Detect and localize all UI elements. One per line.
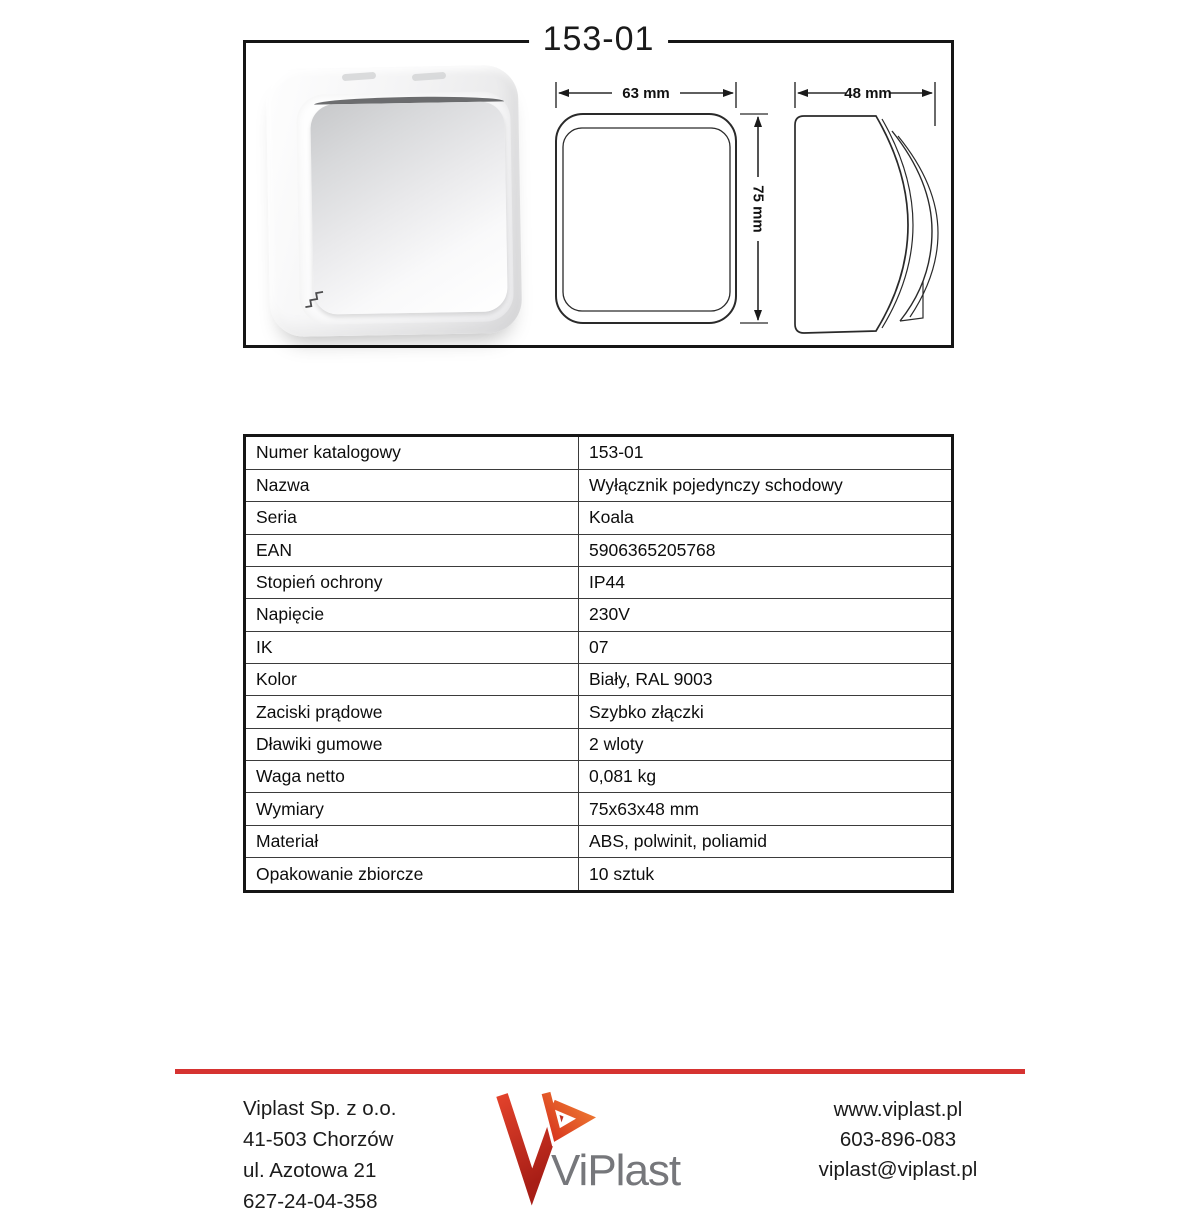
spec-value: 2 wloty <box>579 728 953 760</box>
spec-value: 10 sztuk <box>579 858 953 892</box>
table-row <box>245 825 953 857</box>
contact-line: 603-896-083 <box>839 1128 957 1151</box>
spec-label: EAN <box>245 534 579 566</box>
table-row <box>245 502 953 534</box>
spec-label: Nazwa <box>245 469 579 501</box>
address-line: 627-24-04-358 <box>243 1190 378 1213</box>
spec-label: Dławiki gumowe <box>245 728 579 760</box>
spec-value: Biały, RAL 9003 <box>579 663 953 695</box>
spec-value: 153-01 <box>579 436 953 470</box>
table-row <box>245 793 953 825</box>
spec-value: 0,081 kg <box>579 761 953 793</box>
table-row <box>245 631 953 663</box>
side-depth-label: 48 mm <box>844 85 892 102</box>
spec-value: IP44 <box>579 566 953 598</box>
company-address <box>243 1093 396 1217</box>
spec-label: Materiał <box>245 825 579 857</box>
table-row <box>245 599 953 631</box>
footer-divider <box>175 1069 1025 1074</box>
spec-label: Napięcie <box>245 599 579 631</box>
spec-value: Koala <box>579 502 953 534</box>
table-row <box>245 534 953 566</box>
table-row <box>245 761 953 793</box>
table-row <box>245 858 953 892</box>
table-row <box>245 663 953 695</box>
spec-value: Wyłącznik pojedynczy schodowy <box>579 469 953 501</box>
front-width-label: 63 mm <box>622 85 670 102</box>
table-row <box>245 469 953 501</box>
spec-value: ABS, polwinit, poliamid <box>579 825 953 857</box>
table-row <box>245 566 953 598</box>
spec-value: 07 <box>579 631 953 663</box>
contact-line: viplast@viplast.pl <box>818 1158 978 1181</box>
spec-label: Numer katalogowy <box>245 436 579 470</box>
spec-label: Stopień ochrony <box>245 566 579 598</box>
front-height-label: 75 mm <box>749 185 767 233</box>
contact-line: www.viplast.pl <box>833 1098 963 1121</box>
spec-label: Kolor <box>245 663 579 695</box>
spec-label: Opakowanie zbiorcze <box>245 858 579 892</box>
spec-label: Zaciski prądowe <box>245 696 579 728</box>
spec-value: 230V <box>579 599 953 631</box>
spec-value: 5906365205768 <box>579 534 953 566</box>
product-box <box>243 20 954 348</box>
address-line: 41-503 Chorzów <box>243 1128 394 1151</box>
spec-value: 75x63x48 mm <box>579 793 953 825</box>
table-row <box>245 696 953 728</box>
address-line: ul. Azotowa 21 <box>243 1159 377 1182</box>
product-code-title: 153-01 <box>529 20 669 59</box>
spec-label: Waga netto <box>245 761 579 793</box>
contact-info <box>778 1095 1018 1185</box>
switch-rocker <box>310 101 508 314</box>
side-view-drawing <box>786 79 951 337</box>
front-view-drawing <box>546 79 774 337</box>
table-row <box>245 436 953 470</box>
spec-label: Seria <box>245 502 579 534</box>
product-photo <box>262 57 530 343</box>
table-row <box>245 728 953 760</box>
viplast-logo-text: ViPlast <box>551 1146 681 1195</box>
address-line: Viplast Sp. z o.o. <box>243 1097 397 1120</box>
spec-table <box>243 434 954 893</box>
spec-value: Szybko złączki <box>579 696 953 728</box>
spec-label: Wymiary <box>245 793 579 825</box>
spec-label: IK <box>245 631 579 663</box>
